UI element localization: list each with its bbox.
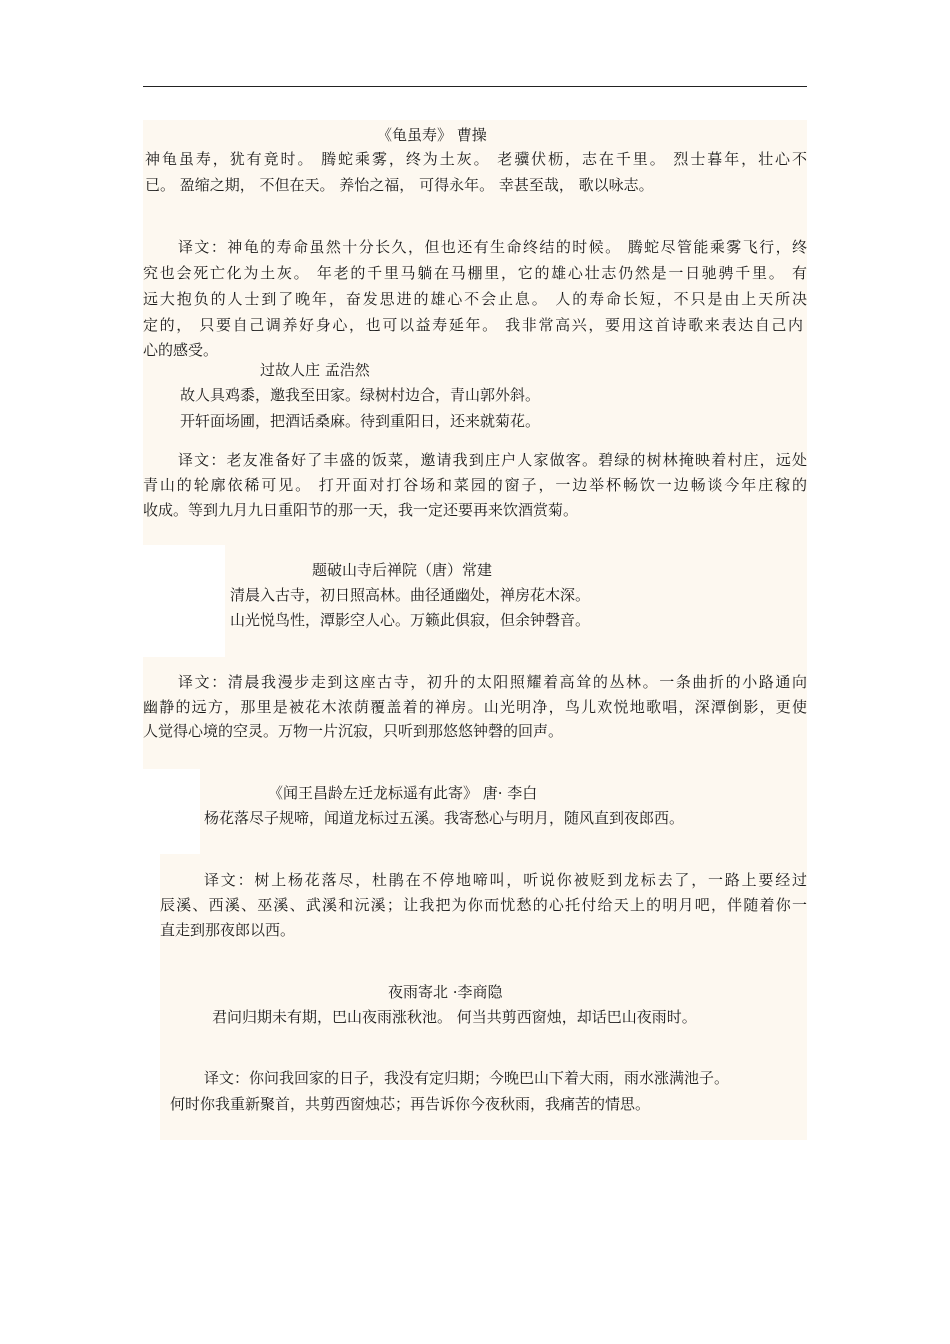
poem-line: 故人具鸡黍，邀我至田家。绿树村边合，青山郭外斜。 bbox=[180, 386, 541, 404]
poem-title: 过故人庄 孟浩然 bbox=[260, 361, 370, 379]
translation-line: 译文：神龟的寿命虽然十分长久，但也还有生命终结的时候。 腾蛇尽管能乘雾飞行，终 bbox=[178, 238, 807, 256]
translation-line: 心的感受。 bbox=[143, 341, 219, 359]
translation-line: 远大抱负的人士到了晚年，奋发思进的雄心不会止息。 人的寿命长短，不只是由上天所决 bbox=[143, 290, 807, 308]
translation-line: 人觉得心境的空灵。万物一片沉寂，只听到那悠悠钟磬的回声。 bbox=[143, 722, 564, 740]
poem-line: 开轩面场圃，把酒话桑麻。待到重阳日，还来就菊花。 bbox=[180, 412, 541, 430]
translation-line: 收成。等到九月九日重阳节的那一天，我一定还要再来饮酒赏菊。 bbox=[143, 501, 579, 519]
translation-line: 何时你我重新聚首，共剪西窗烛芯；再告诉你今夜秋雨，我痛苦的情思。 bbox=[170, 1095, 651, 1113]
translation-line: 究也会死亡化为土灰。 年老的千里马躺在马棚里，它的雄心壮志仍然是一日驰骋千里。 有 bbox=[143, 264, 807, 282]
poem-line: 清晨入古寺，初日照高林。曲径通幽处，禅房花木深。 bbox=[230, 586, 591, 604]
poem-title: 夜雨寄北 ·李商隐 bbox=[388, 983, 503, 1001]
poem-title: 题破山寺后禅院（唐）常建 bbox=[312, 561, 493, 579]
translation-line: 直走到那夜郎以西。 bbox=[160, 921, 296, 939]
translation-line: 译文：树上杨花落尽，杜鹃在不停地啼叫，听说你被贬到龙标去了，一路上要经过 bbox=[204, 871, 807, 889]
translation-line: 辰溪、西溪、巫溪、武溪和沅溪；让我把为你而忧愁的心托付给天上的明月吧，伴随着你一 bbox=[160, 896, 807, 914]
poem-line: 山光悦鸟性，潭影空人心。万籁此俱寂，但余钟磬音。 bbox=[230, 611, 591, 629]
poem-line: 神龟虽寿，犹有竟时。 腾蛇乘雾，终为土灰。 老骥伏枥，志在千里。 烈士暮年，壮心不 bbox=[145, 150, 807, 168]
translation-line: 幽静的远方，那里是被花木浓荫覆盖着的禅房。山光明净，鸟儿欢悦地歌唱，深潭倒影，更使 bbox=[143, 698, 807, 716]
header-rule bbox=[143, 86, 807, 87]
translation-line: 译文：清晨我漫步走到这座古寺，初升的太阳照耀着高耸的丛林。一条曲折的小路通向 bbox=[178, 673, 807, 691]
translation-line: 译文：你问我回家的日子，我没有定归期；今晚巴山下着大雨，雨水涨满池子。 bbox=[204, 1069, 730, 1087]
poem-line: 已。 盈缩之期， 不但在天。 养怡之福， 可得永年。 幸甚至哉， 歌以咏志。 bbox=[145, 176, 654, 194]
translation-line: 定的， 只要自己调养好身心，也可以益寿延年。 我非常高兴，要用这首诗歌来表达自己内 bbox=[143, 316, 803, 334]
poem-line: 杨花落尽子规啼，闻道龙标过五溪。我寄愁心与明月，随风直到夜郎西。 bbox=[204, 809, 685, 827]
poem-title: 《龟虽寿》 曹操 bbox=[377, 126, 487, 144]
poem-title: 《闻王昌龄左迁龙标遥有此寄》 唐· 李白 bbox=[268, 784, 538, 802]
translation-line: 译文：老友准备好了丰盛的饭菜，邀请我到庄户人家做客。碧绿的树林掩映着村庄，远处 bbox=[178, 451, 807, 469]
poem-line: 君问归期未有期，巴山夜雨涨秋池。 何当共剪西窗烛，却话巴山夜雨时。 bbox=[212, 1008, 697, 1026]
translation-line: 青山的轮廓依稀可见。 打开面对打谷场和菜园的窗子，一边举杯畅饮一边畅谈今年庄稼的 bbox=[143, 476, 807, 494]
